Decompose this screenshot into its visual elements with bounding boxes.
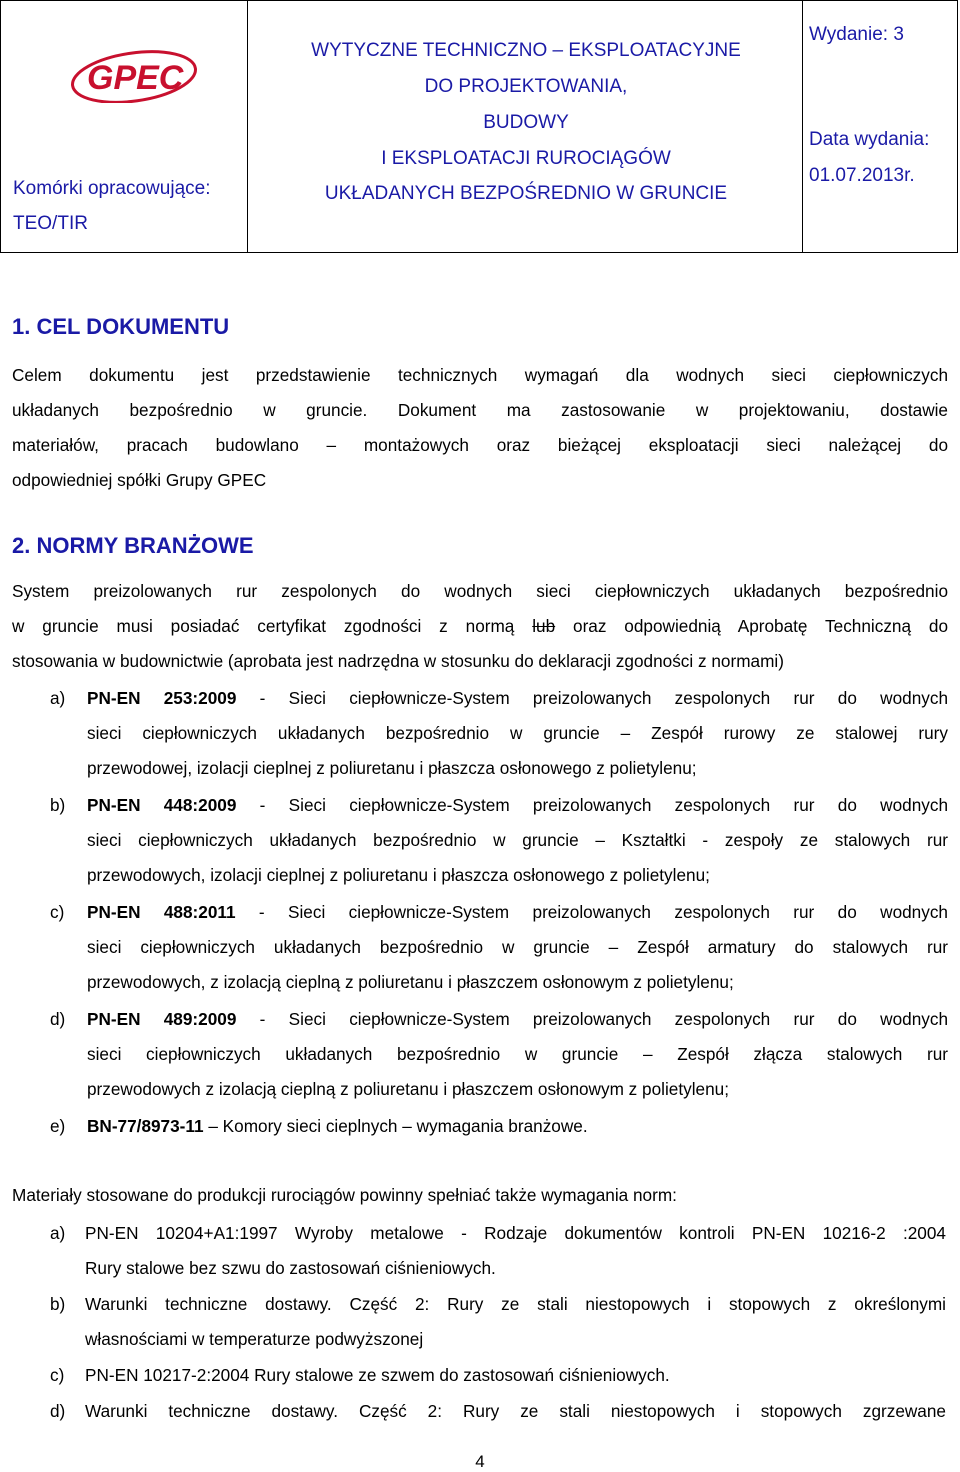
section-1-line: odpowiedniej spółki Grupy GPEC: [12, 470, 267, 490]
section-1-heading: 1. CEL DOKUMENTU: [12, 314, 230, 339]
item-label: e): [50, 1116, 66, 1136]
item-label: c): [50, 902, 65, 922]
norm-code: BN-77/8973-11: [87, 1116, 204, 1136]
struck-word: lub: [532, 616, 556, 636]
item-label: d): [50, 1401, 66, 1421]
header-edition-cell: [803, 0, 958, 253]
norm-code: PN-EN 253:2009: [87, 688, 237, 708]
logo-text: GPEC: [87, 59, 184, 97]
norm-code: PN-EN 488:2011: [87, 902, 236, 922]
header-title-cell: [247, 0, 803, 253]
title-line-1: WYTYCZNE TECHNICZNO – EKSPLOATACYJNE: [311, 40, 741, 61]
item-label: b): [50, 1294, 66, 1314]
gpec-logo: [71, 49, 201, 103]
section-1-line: materiałów, pracach budowlano – montażowych oraz bieżącej eksploatacji sieci należącej do: [12, 435, 948, 455]
title-line-4: I EKSPLOATACJI RUROCIĄGÓW: [381, 148, 671, 169]
title-line-3: BUDOWY: [483, 112, 569, 133]
section-2-intro: [12, 574, 948, 679]
section-1-line: układanych bezpośrednio w gruncie. Dokument ma zastosowanie w projektowaniu, dostawie: [12, 400, 948, 420]
title-line-2: DO PROJEKTOWANIA,: [424, 76, 628, 97]
intro-line: w gruncie musi posiadać certyfikat zgodności z normą lub oraz odpowiednią Aprobatę Techniczną do: [12, 616, 949, 636]
materials-intro: Materiały stosowane do produkcji rurociągów powinny spełniać także wymagania norm:: [12, 1185, 677, 1205]
edition: Wydanie: 3: [809, 24, 904, 45]
item-label: b): [50, 795, 66, 815]
norm-code: PN-EN 489:2009: [87, 1009, 237, 1029]
item-label: a): [50, 688, 66, 708]
issue-date-label: Data wydania:: [809, 129, 930, 150]
intro-line: System preizolowanych rur zespolonych do wodnych sieci ciepłowniczych układanych bezpośrednio: [12, 581, 948, 601]
issue-date: 01.07.2013r.: [809, 165, 915, 186]
section-2-heading: 2. NORMY BRANŻOWE: [12, 533, 254, 558]
page-number: 4: [475, 1452, 485, 1471]
units-value: TEO/TIR: [13, 213, 88, 234]
norm-code: PN-EN 448:2009: [87, 795, 237, 815]
intro-line: stosowania w budownictwie (aprobata jest nadrzędna w stosunku do deklaracji zgodności z normami): [12, 651, 784, 671]
item-label: a): [50, 1223, 66, 1243]
section-1-line: Celem dokumentu jest przedstawienie technicznych wymagań dla wodnych sieci ciepłowniczych: [12, 365, 948, 385]
section-1-body: [12, 358, 948, 498]
units-label: Komórki opracowujące:: [13, 178, 211, 199]
item-label: d): [50, 1009, 66, 1029]
item-label: c): [50, 1365, 65, 1385]
title-line-5: UKŁADANYCH BEZPOŚREDNIO W GRUNCIE: [324, 183, 728, 204]
header-left-cell: [0, 0, 247, 253]
